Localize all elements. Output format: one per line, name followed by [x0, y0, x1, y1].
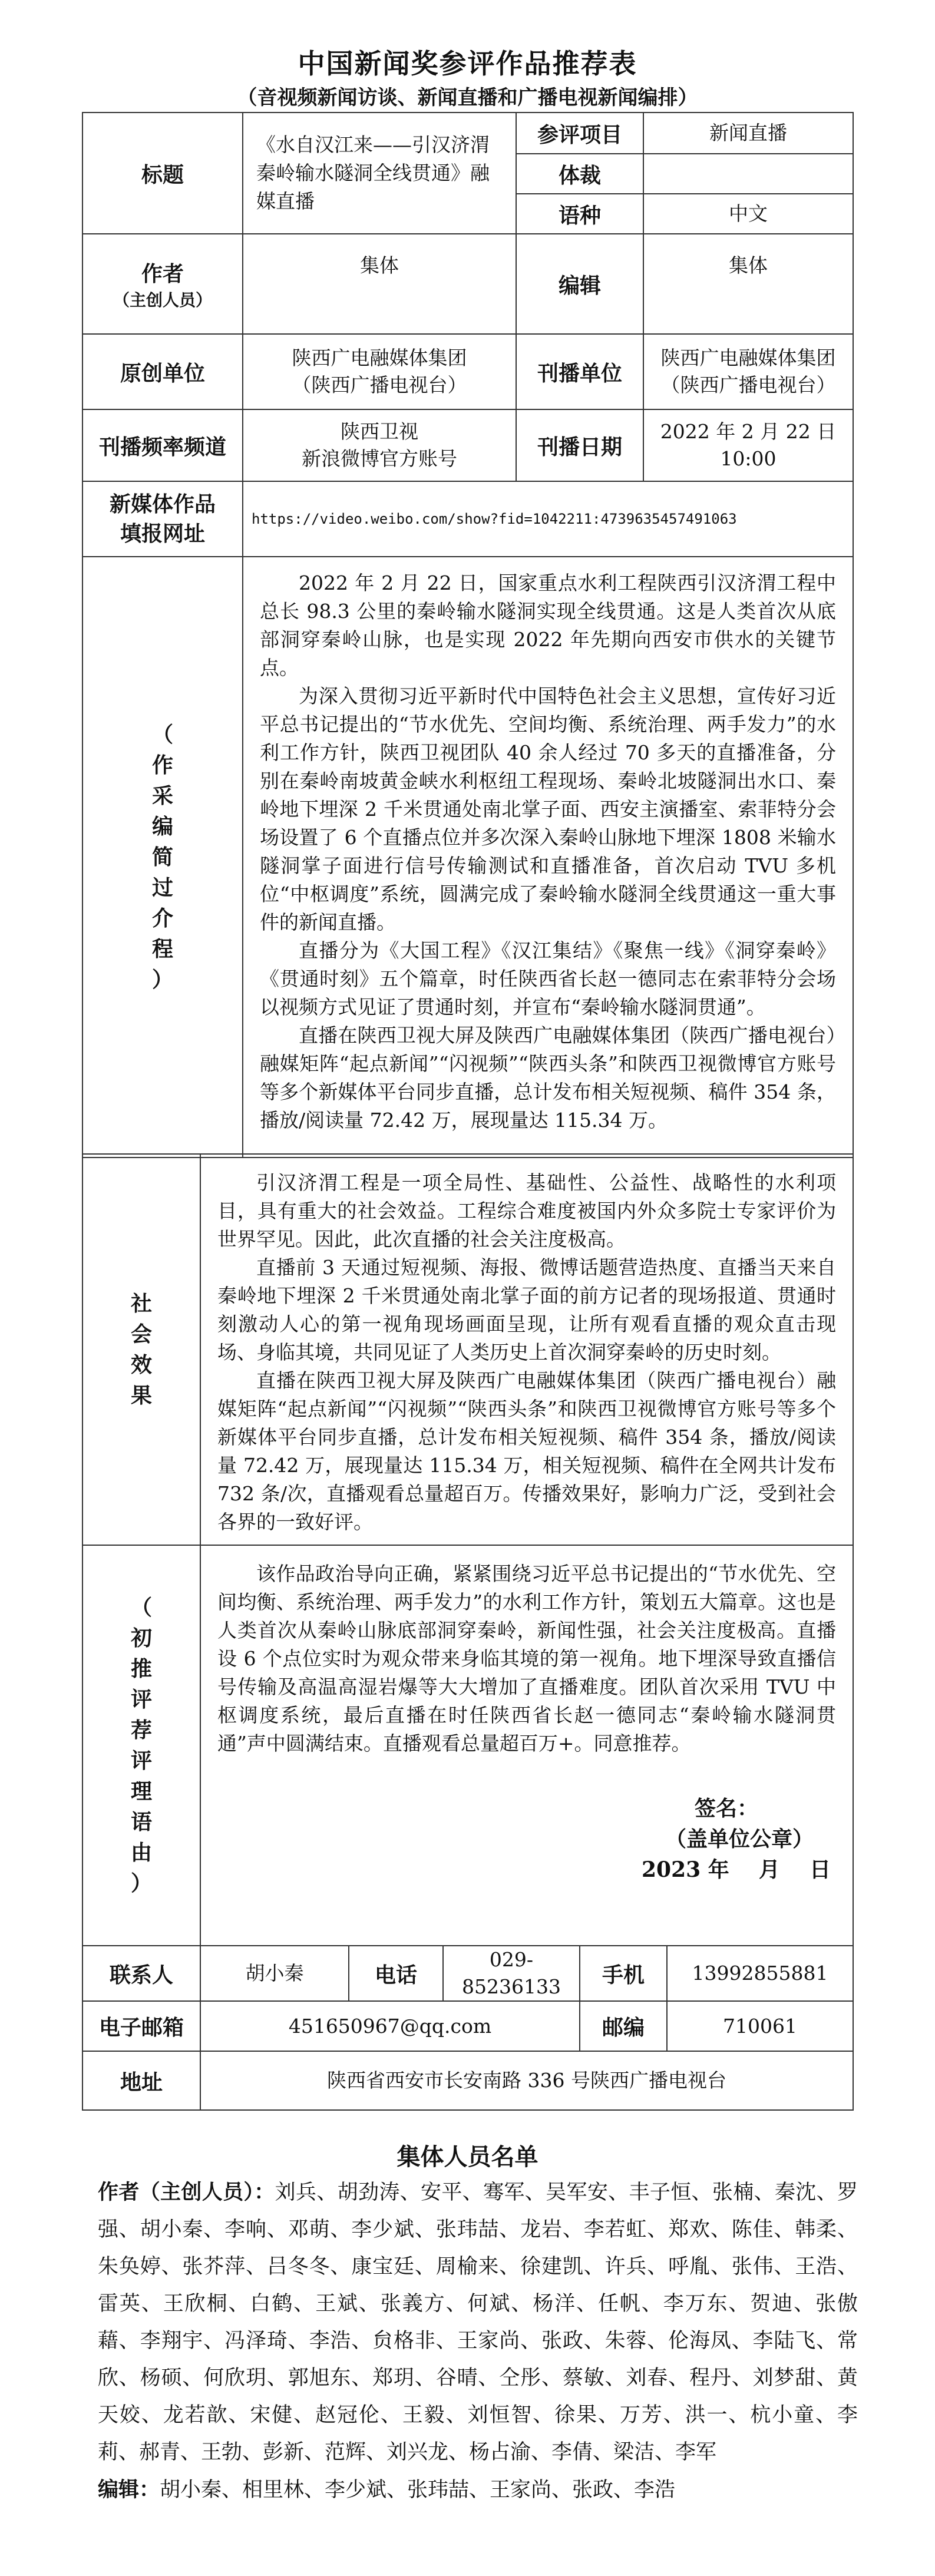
- date-value: [643, 409, 853, 481]
- label-url-line-1: 新媒体作品: [109, 492, 216, 517]
- sign-label: 签名：: [695, 1796, 759, 1821]
- label-publisher: 刊播单位: [516, 334, 643, 409]
- label-item: 参评项目: [516, 113, 643, 154]
- label-url-line-2: 填报网址: [120, 521, 205, 546]
- intro-label-char: 程: [151, 937, 173, 961]
- contact-value: 胡小秦: [200, 1946, 349, 2001]
- date-value-line-1: 2022 年 2 月 22 日: [660, 420, 837, 443]
- review-label-char: ）: [130, 1871, 152, 1896]
- editor-names-label: 编辑：: [98, 2478, 160, 2502]
- intro-label-char: ）: [151, 967, 173, 992]
- intro-label-stack: [136, 719, 189, 995]
- label-contact: 联系人: [82, 1946, 200, 2001]
- social-label-char: 果: [130, 1383, 152, 1408]
- mobile-value: 13992855881: [667, 1946, 853, 2001]
- review-label-char: 语: [130, 1810, 152, 1834]
- signature-block: [217, 1793, 836, 1885]
- intro-paragraph: 直播分为《大国工程》《汉江集结》《聚焦一线》《洞穿秦岭》《贯通时刻》五个篇章，时任陕西省长赵一德同志在索菲特分会场以视频方式见证了贯通时刻，并宣布“秦岭输水隧洞贯通”。: [260, 939, 836, 1019]
- date-value-line-2: 10:00: [720, 447, 777, 470]
- origin-value: [243, 334, 516, 409]
- label-phone: 电话: [349, 1946, 443, 2001]
- label-review: [82, 1545, 200, 1946]
- label-url: [82, 481, 243, 557]
- social-label-char: 效: [130, 1353, 152, 1377]
- publisher-value: [643, 334, 853, 409]
- phone-value: 029-85236133: [443, 1946, 580, 2001]
- intro-paragraph: 直播在陕西卫视大屏及陕西广电融媒体集团（陕西广播电视台）融媒矩阵“起点新闻”“闪视频”“陕西头条”和陕西卫视微博官方账号等多个新媒体平台同步直播，总计发布相关短视频、稿件 354 条，播放/阅读量 72.42 万，展现量达 115.34 万。: [260, 1024, 836, 1132]
- review-label-stack: [91, 1592, 191, 1899]
- label-email: 电子邮箱: [82, 2001, 200, 2051]
- label-editor: 编辑: [516, 234, 643, 334]
- origin-value-line-2: （陕西广播电视台）: [292, 373, 467, 396]
- intro-label-char: 作: [151, 753, 173, 778]
- review-label-char: 理: [130, 1779, 152, 1804]
- item-value: 新闻直播: [643, 113, 853, 154]
- title-value: 《水自汉江来——引汉济渭秦岭输水隧洞全线贯通》融媒直播: [243, 113, 516, 234]
- intro-paragraph: 2022 年 2 月 22 日，国家重点水利工程陕西引汉济渭工程中总长 98.3 公里的秦岭输水隧洞实现全线贯通。这是人类首次从底部洞穿秦岭山脉，也是实现 2022 年先期向西安市供水的关键节点。: [260, 571, 836, 679]
- label-title: 标题: [82, 113, 243, 234]
- recommendation-table-1: [82, 112, 854, 1158]
- page-title: 中国新闻奖参评作品推荐表: [298, 48, 637, 80]
- channel-value-line-1: 陕西卫视: [341, 420, 418, 443]
- author-names-list: 刘兵、胡劲涛、安平、骞军、吴军安、丰子恒、张楠、秦沈、罗强、胡小秦、李响、邓萌、李少斌、张玮喆、龙岩、李若虹、郑欢、陈佳、韩柔、朱奂婷、张芥萍、吕冬冬、康宝廷、周榆来、徐建凯、许兵、呼胤、张伟、王浩、雷英、王欣桐、白鹤、王斌、张義方、何斌、杨洋、任帆、李万东、贺迪、张傲藉、李翔宇、冯泽琦、李浩、贠格非、王家尚、张政、朱蓉、伦海凤、李陆飞、常欣、杨硕、何欣玥、郭旭东、郑玥、谷晴、仝彤、蔡敏、刘春、程丹、刘梦甜、黄天姣、龙若歆、宋健、赵冠伦、王毅、刘恒智、徐果、万芳、洪一、杭小童、李莉、郝青、王勃、彭新、范辉、刘兴龙、杨占渝、李倩、梁洁、李军: [98, 2181, 858, 2464]
- email-value: 451650967@qq.com: [200, 2001, 580, 2051]
- url-value: https://video.weibo.com/show?fid=1042211:4739635457491063: [243, 481, 853, 557]
- review-label-char: （: [130, 1595, 152, 1620]
- label-author: [82, 234, 243, 334]
- label-zip: 邮编: [580, 2001, 667, 2051]
- intro-paragraph: 为深入贯彻习近平新时代中国特色社会主义思想，宣传好习近平总书记提出的“节水优先、空间均衡、系统治理、两手发力”的水利工作方针，陕西卫视团队 40 余人经过 70 多天的直播准备，分别在秦岭南坡黄金峡水利枢纽工程现场、秦岭北坡隧洞出水口、秦岭地下埋深 2 千米贯通处南北掌子面、西安主演播室、索菲特分会场设置了 6 个直播点位并多次深入秦岭山脉地下埋深 1808 米输水隧洞掌子面进行信号传输测试和直播准备，首次启动 TVU 多机位“中枢调度”系统，圆满完成了秦岭输水隧洞全线贯通这一重大事件的新闻直播。: [260, 684, 836, 934]
- label-intro: [82, 557, 243, 1158]
- label-author-sub: （主创人员）: [113, 290, 212, 310]
- review-label-char: 评: [130, 1687, 152, 1712]
- label-channel: 刊播频率频道: [82, 409, 243, 481]
- review-label-char: 由: [130, 1840, 152, 1865]
- review-paragraph: 该作品政治导向正确，紧紧围绕习近平总书记提出的“节水优先、空间均衡、系统治理、两手发力”的水利工作方针，策划五大篇章。这也是人类首次从秦岭山脉底部洞穿秦岭，新闻性强，社会关注度极高。直播设 6 个点位实时为观众带来身临其境的第一视角。地下埋深导致直播信号传输及高温高湿岩爆等大大增加了直播难度。团队首次采用 TVU 中枢调度系统，最后直播在时任陕西省长赵一德同志“秦岭输水隧洞贯通”声中圆满结束。直播观看总量超百万+。同意推荐。: [217, 1562, 837, 1755]
- address-value: 陕西省西安市长安南路 336 号陕西广播电视台: [200, 2051, 853, 2110]
- names-title: 集体人员名单: [397, 2143, 538, 2171]
- sign-date: 2023 年 月 日: [642, 1857, 831, 1882]
- social-label-char: 会: [130, 1322, 152, 1347]
- language-value: 中文: [643, 194, 853, 234]
- label-genre: 体裁: [516, 154, 643, 194]
- intro-label-char: 编: [151, 814, 173, 839]
- social-paragraph: 引汉济渭工程是一项全局性、基础性、公益性、战略性的水利项目，具有重大的社会效益。工程综合难度被国内外众多院士专家评价为世界罕见。因此，此次直播的社会关注度极高。: [217, 1171, 837, 1251]
- social-label-stack: [91, 1288, 191, 1411]
- social-paragraph: 直播前 3 天通过短视频、海报、微博话题营造热度、直播当天来自秦岭地下埋深 2 千米贯通处南北掌子面的前方记者的现场报道、贯通时刻激动人心的第一视角现场画面呈现，让所有观看直播的观众直击现场、身临其境，共同见证了人类历史上首次洞穿秦岭的历史时刻。: [217, 1256, 837, 1364]
- label-social: [82, 1154, 200, 1545]
- intro-label-char: 采: [151, 783, 173, 808]
- label-mobile: 手机: [580, 1946, 667, 2001]
- channel-value: [243, 409, 516, 481]
- review-label-char: 推: [130, 1656, 152, 1681]
- review-label-char: 荐: [130, 1718, 152, 1742]
- label-date: 刊播日期: [516, 409, 643, 481]
- review-content: [200, 1545, 853, 1946]
- editor-value: 集体: [643, 234, 853, 334]
- publisher-value-line-2: （陕西广播电视台）: [660, 373, 836, 396]
- names-block: [98, 2174, 858, 2509]
- intro-content: [243, 557, 853, 1158]
- publisher-value-line-1: 陕西广电融媒体集团: [660, 346, 836, 369]
- recommendation-table-2: [82, 1153, 854, 2111]
- editor-names: [98, 2471, 858, 2509]
- channel-value-line-2: 新浪微博官方账号: [302, 447, 457, 470]
- label-author-main: 作者: [141, 261, 184, 286]
- review-label-char: 评: [130, 1748, 152, 1773]
- author-value: 集体: [243, 234, 516, 334]
- review-label-char: 初: [130, 1626, 152, 1651]
- intro-label-char: 过: [151, 875, 173, 900]
- social-paragraph: 直播在陕西卫视大屏及陕西广电融媒体集团（陕西广播电视台）融媒矩阵“起点新闻”“闪视频”“陕西头条”和陕西卫视微博官方账号等多个新媒体平台同步直播，总计发布相关短视频、稿件 354 条，播放/阅读量 72.42 万，展现量达 115.34 万，相关短视频、稿件在全网共计发布 732 条/次，直播观看总量超百万。传播效果好，影响力广泛，受到社会各界的一致好评。: [217, 1369, 837, 1533]
- zip-value: 710061: [667, 2001, 853, 2051]
- origin-value-line-1: 陕西广电融媒体集团: [292, 346, 467, 369]
- intro-label-char: 介: [151, 906, 173, 931]
- page-subtitle: （音视频新闻访谈、新闻直播和广播电视新闻编排）: [237, 86, 698, 110]
- seal-label: （盖单位公章）: [665, 1827, 814, 1851]
- editor-names-list: 胡小秦、相里林、李少斌、张玮喆、王家尚、张政、李浩: [160, 2478, 676, 2502]
- genre-value: [643, 154, 853, 194]
- author-names: [98, 2174, 858, 2471]
- social-label-char: 社: [130, 1291, 152, 1316]
- author-names-label: 作者（主创人员）：: [98, 2180, 275, 2204]
- label-address: 地址: [82, 2051, 200, 2110]
- label-origin: 原创单位: [82, 334, 243, 409]
- intro-label-char: 简: [151, 845, 173, 869]
- intro-label-char: （: [151, 722, 173, 747]
- social-content: [200, 1154, 853, 1545]
- label-language: 语种: [516, 194, 643, 234]
